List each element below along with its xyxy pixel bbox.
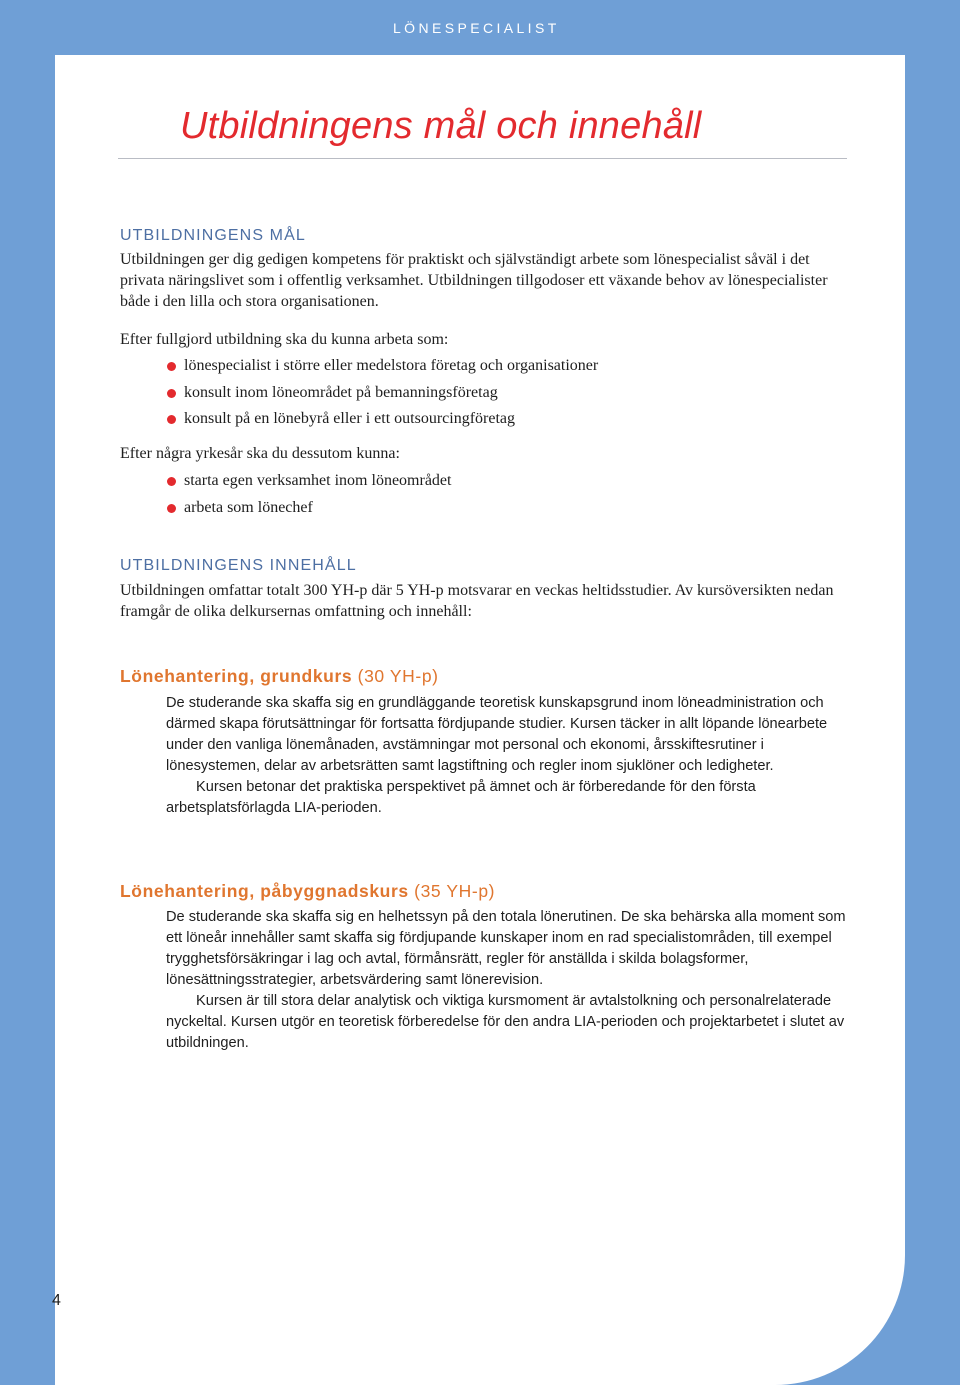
course-heading-basic (120, 666, 439, 687)
later-roles-list (120, 471, 451, 524)
course-paragraph: Kursen betonar det praktiska perspektivet på ämnet och är förberedande för den första arbetsplatsförlagda LIA-perioden. (166, 779, 756, 816)
bullet-icon (167, 362, 176, 371)
bullet-icon (167, 504, 176, 513)
roles-list (120, 356, 598, 436)
course-points: (30 YH-p) (357, 666, 439, 686)
content-heading: UTBILDNINGENS INNEHÅLL (120, 557, 357, 574)
course-paragraph: Kursen är till stora delar analytisk och viktiga kursmoment är avtalstolkning och personalrelaterade nyckeltal. Kursen utgör en teoretisk förberedelse för den andra LIA-perioden och projektarbetet i slutet av utbildningen. (166, 993, 845, 1051)
list-item: konsult på en lönebyrå eller i ett outsourcingföretag (120, 409, 598, 436)
bullet-icon (167, 389, 176, 398)
course-description-basic (166, 693, 849, 819)
course-description-advanced (166, 907, 849, 1054)
roles-intro: Efter fullgjord utbildning ska du kunna arbeta som: (120, 331, 449, 348)
page-title: Utbildningens mål och innehåll (180, 105, 702, 147)
course-name: Lönehantering, grundkurs (120, 666, 353, 686)
title-divider (118, 158, 847, 159)
bullet-icon (167, 415, 176, 424)
goals-heading: UTBILDNINGENS MÅL (120, 227, 306, 244)
course-points: (35 YH-p) (414, 881, 496, 901)
course-name: Lönehantering, påbyggnadskurs (120, 881, 409, 901)
list-item: starta egen verksamhet inom löneområdet (120, 471, 451, 498)
list-item: konsult inom löneområdet på bemanningsföretag (120, 383, 598, 410)
running-header: LÖNESPECIALIST (393, 20, 560, 36)
course-heading-advanced (120, 881, 495, 902)
course-paragraph: De studerande ska skaffa sig en grundläggande teoretisk kunskapsgrund inom löneadministration och därmed skapa förutsättningar för fortsatta fördjupande studier. Kursen täcker in allt löpande lönearbete under den vanliga lönemånaden, avstämningar mot personal och ekonomi, årsskiftesrutiner i lönesystemen, delar av arbetsrätten samt lagstiftning och regler inom sjuklöner och ledigheter. (166, 695, 828, 774)
goals-paragraph: Utbildningen ger dig gedigen kompetens för praktiskt och självständigt arbete som lönespecialist såväl i det privata näringslivet som i offentlig verksamhet. Utbildningen tillgodoser ett växande behov av lönespecialister både i den lilla och stora organisationen. (120, 251, 828, 310)
page-number: 4 (52, 1292, 61, 1309)
list-item: lönespecialist i större eller medelstora företag och organisationer (120, 356, 598, 383)
list-item: arbeta som lönechef (120, 498, 451, 525)
course-paragraph: De studerande ska skaffa sig en helhetssyn på den totala lönerutinen. De ska behärska alla moment som ett löneår innehåller samt skaffa sig fördjupande kunskaper inom en rad specialistområden, till exempel trygghetsförsäkringar i lag och avtal, förmånsrätt, regler för anställda i skilda bolagsformer, lönesättningsstrategier, arbetsvärdering samt lönerevision. (166, 909, 846, 988)
later-roles-intro: Efter några yrkesår ska du dessutom kunna: (120, 445, 400, 462)
content-paragraph: Utbildningen omfattar totalt 300 YH-p där 5 YH-p motsvarar en veckas heltidsstudier. Av kursöversikten nedan framgår de olika delkursernas omfattning och innehåll: (120, 582, 834, 620)
bullet-icon (167, 477, 176, 486)
